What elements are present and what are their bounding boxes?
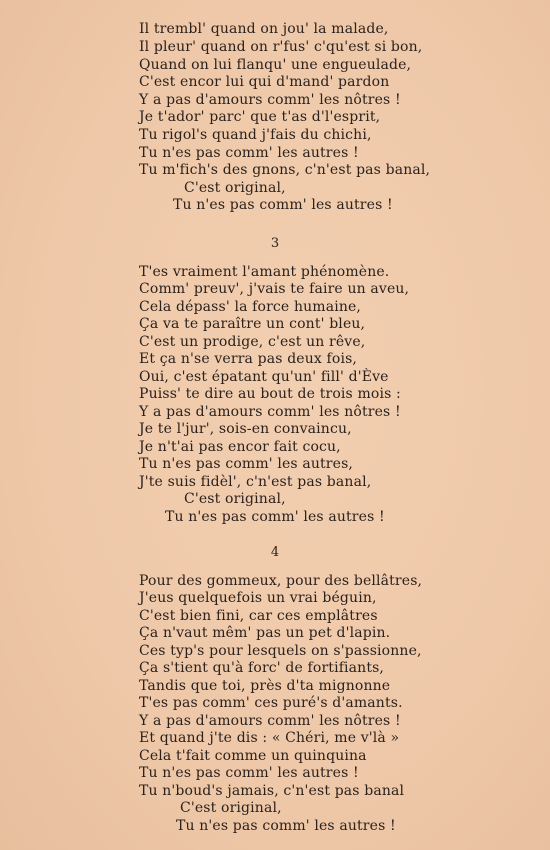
verse-line: Et ça n'se verra pas deux fois, <box>139 351 358 367</box>
verse-line: Ces typ's pour lesquels on s'passionne, <box>139 643 422 659</box>
verse-line: Tu n'es pas comm' les autres ! <box>139 145 359 161</box>
verse-line: Il pleur' quand on r'fus' c'qu'est si bon, <box>139 39 423 55</box>
verse-line: Tu n'es pas comm' les autres ! <box>139 765 359 781</box>
verse-line: Tu n'es pas comm' les autres ! <box>165 509 385 525</box>
verse-line: Je te l'jur', sois-en convaincu, <box>139 421 352 437</box>
verse-line: Tu n'boud's jamais, c'n'est pas banal <box>139 783 405 799</box>
verse-line: C'est un prodige, c'est un rêve, <box>139 334 366 350</box>
verse-line: T'es pas comm' ces puré's d'amants. <box>139 695 403 711</box>
verse-line: Il trembl' quand on jou' la malade, <box>139 21 389 37</box>
verse-line: Comm' preuv', j'vais te faire un aveu, <box>139 281 410 297</box>
verse-line: C'est original, <box>180 800 282 816</box>
verse-line: Je t'ador' parc' que t'as d'l'esprit, <box>139 109 381 125</box>
verse-line: C'est bien fini, car ces emplâtres <box>139 608 378 624</box>
verse-line: Tu m'fich's des gnons, c'n'est pas banal, <box>139 162 431 178</box>
verse-line: Pour des gommeux, pour des bellâtres, <box>139 573 423 589</box>
verse-line: Puiss' te dire au bout de trois mois : <box>139 386 401 402</box>
verse-line: J'eus quelquefois un vrai béguin, <box>139 590 377 606</box>
verse-line: Tu n'es pas comm' les autres, <box>139 456 354 472</box>
verse-line: Tu n'es pas comm' les autres ! <box>173 197 393 213</box>
verse-line: Ça n'vaut mêm' pas un pet d'lapin. <box>139 625 391 641</box>
verse-line: Y a pas d'amours comm' les nôtres ! <box>139 92 401 108</box>
verse-line: Cela t'fait comme un quinquina <box>139 748 367 764</box>
verse-line: J'te suis fidèl', c'n'est pas banal, <box>139 474 372 490</box>
verse-line: Tu rigol's quand j'fais du chichi, <box>139 127 372 143</box>
verse-line: Y a pas d'amours comm' les nôtres ! <box>139 404 401 420</box>
verse-line: T'es vraiment l'amant phénomène. <box>139 264 390 280</box>
stanza-number: 4 <box>270 545 280 560</box>
verse-line: C'est encor lui qui d'mand' pardon <box>139 74 390 90</box>
verse-line: Je n't'ai pas encor fait cocu, <box>139 439 341 455</box>
verse-line: Y a pas d'amours comm' les nôtres ! <box>139 713 401 729</box>
verse-line: Quand on lui flanqu' une engueulade, <box>139 57 412 73</box>
verse-line: C'est original, <box>184 180 286 196</box>
verse-line: Et quand j'te dis : « Chéri, me v'là » <box>139 730 400 746</box>
verse-line: Cela dépass' la force humaine, <box>139 299 362 315</box>
verse-line: Oui, c'est épatant qu'un' fill' d'Ève <box>139 369 389 385</box>
verse-line: Ça va te paraître un cont' bleu, <box>139 316 366 332</box>
verse-line: Tu n'es pas comm' les autres ! <box>176 818 396 834</box>
verse-line: Tandis que toi, près d'ta mignonne <box>139 678 391 694</box>
stanza-number: 3 <box>270 236 280 251</box>
verse-line: C'est original, <box>184 491 286 507</box>
verse-line: Ça s'tient qu'à forc' de fortifiants, <box>139 660 385 676</box>
